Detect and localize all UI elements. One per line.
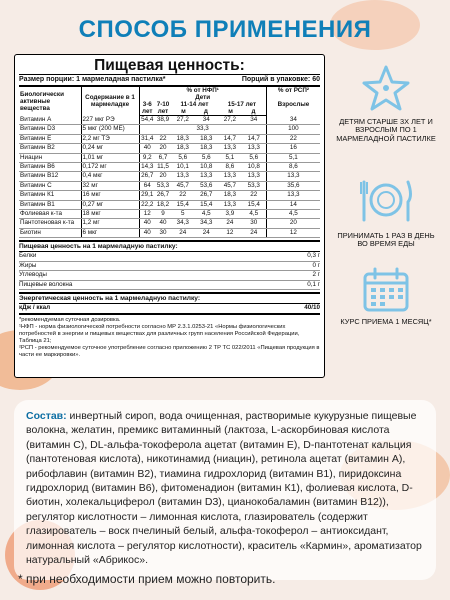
- row-name: Витамин D3: [19, 125, 81, 134]
- row-name: Биотин: [19, 228, 81, 237]
- row-content: 0,4 мкг: [81, 172, 139, 181]
- row-name: Витамин С: [19, 181, 81, 190]
- row-value: 24: [171, 228, 195, 237]
- row-value: 22: [266, 134, 320, 143]
- child-star-icon: [360, 64, 412, 114]
- row-value: 29,1: [139, 191, 155, 200]
- usage-item-course: [334, 266, 438, 326]
- macro-label: Белки: [19, 252, 37, 260]
- table-row: [19, 219, 320, 228]
- col-header-male: м: [228, 107, 233, 115]
- row-value: 18,3: [218, 191, 242, 200]
- row-name: Витамин В1: [19, 200, 81, 209]
- row-value: 13,3: [242, 144, 267, 153]
- row-value: 35,6: [266, 181, 320, 190]
- row-content: 1,2 мг: [81, 219, 139, 228]
- row-value: 12: [139, 210, 155, 219]
- row-value: 22: [155, 134, 171, 143]
- table-row: [19, 115, 320, 124]
- col-header-age: [218, 101, 266, 116]
- usage-item-course-text: КУРС ПРИЕМА 1 МЕСЯЦ*: [340, 317, 432, 326]
- usage-item-frequency-text: ПРИНИМАТЬ 1 РАЗ В ДЕНЬ ВО ВРЕМЯ ЕДЫ: [337, 231, 435, 249]
- serving-info: [19, 75, 320, 87]
- row-value: 12: [266, 228, 320, 237]
- table-row: [19, 162, 320, 171]
- usage-item-dosage: [334, 64, 438, 143]
- macro-label: Углеводы: [19, 271, 47, 279]
- row-name: Витамин В12: [19, 172, 81, 181]
- footnote-dosage: *рекомендуемая суточная дозировка.: [19, 316, 121, 323]
- calendar-icon: [361, 266, 411, 314]
- composition-card: [14, 400, 436, 580]
- energy-title: Энергетическая ценность на 1 мармеладную пастилку:: [19, 292, 320, 304]
- table-row: [19, 200, 320, 209]
- nutrition-heading: Пищевая ценность:: [19, 58, 320, 75]
- row-value: 100: [266, 125, 320, 134]
- row-name: Пантотеновая к-та: [19, 219, 81, 228]
- col-header-name: Биологически активные вещества: [19, 87, 81, 116]
- row-value: 27,2: [218, 115, 242, 124]
- row-name: Витамин Е: [19, 134, 81, 143]
- row-value: 13,3: [171, 172, 195, 181]
- row-value: 31,4: [139, 134, 155, 143]
- nutrition-table: [19, 87, 320, 238]
- table-row: [19, 191, 320, 200]
- row-value: 13,3: [195, 172, 219, 181]
- row-content: 6 мкг: [81, 228, 139, 237]
- macro-label: Пищевые волокна: [19, 280, 73, 288]
- row-value: 34: [195, 115, 219, 124]
- table-row: [19, 210, 320, 219]
- footnote-rsp: ²РСП - рекомендуемое суточное употребление согласно приложению 2 ТР ТС 022/2011 «Пищевая продукция в части ее маркировки».: [19, 344, 320, 358]
- row-value: 33,3: [139, 125, 266, 134]
- row-name: Витамин К1: [19, 191, 81, 200]
- page-title: СПОСОБ ПРИМЕНЕНИЯ: [78, 16, 372, 43]
- row-value: 5,6: [195, 153, 219, 162]
- row-value: 13,3: [266, 191, 320, 200]
- row-name: Фолиевая к-та: [19, 210, 81, 219]
- row-value: 18,3: [195, 134, 219, 143]
- row-name: Витамин В6: [19, 162, 81, 171]
- col-header-age-label: 15-17 лет: [227, 100, 257, 108]
- row-content: 227 мкг РЭ: [81, 115, 139, 124]
- row-value: 9,2: [139, 153, 155, 162]
- row-value: 22,2: [139, 200, 155, 209]
- row-value: 18,3: [195, 144, 219, 153]
- row-value: 20: [155, 172, 171, 181]
- repeat-note: * при необходимости прием можно повторить.: [18, 572, 276, 586]
- col-header-age: 3-6 лет: [139, 101, 155, 116]
- row-value: 38,9: [156, 115, 170, 123]
- macro-row: [19, 252, 320, 261]
- table-row: [19, 181, 320, 190]
- row-value: 26,7: [195, 191, 219, 200]
- col-header-content: Содержание в 1 мармеладке: [81, 87, 139, 116]
- row-content: 0,27 мг: [81, 200, 139, 209]
- col-header-female: д: [251, 107, 256, 115]
- row-value: 15,4: [171, 200, 195, 209]
- row-value: 15,4: [195, 200, 219, 209]
- row-value: 34,3: [171, 219, 195, 228]
- row-name: Витамин А: [19, 115, 81, 124]
- col-header-age: [171, 101, 218, 116]
- row-value: 27,2: [171, 115, 195, 124]
- usage-item-dosage-text: ДЕТЯМ СТАРШЕ 3Х ЛЕТ И ВЗРОСЛЫМ ПО 1 МАРМЕЛАДНОЙ ПАСТИЛКЕ: [336, 117, 436, 143]
- row-content: 5 мкг (200 МЕ): [81, 125, 139, 134]
- row-name: Витамин В2: [19, 144, 81, 153]
- col-header-male: м: [181, 107, 186, 115]
- usage-panel: [334, 54, 438, 339]
- table-row: [19, 144, 320, 153]
- row-value: 22: [171, 191, 195, 200]
- energy-row: [19, 304, 320, 314]
- table-row: [19, 134, 320, 143]
- row-content: 0,24 мг: [81, 144, 139, 153]
- row-value: 14,7: [242, 134, 267, 143]
- row-value: 53,3: [242, 181, 267, 190]
- row-value: 9: [155, 210, 171, 219]
- row-value: 8,6: [266, 162, 320, 171]
- row-value: 45,7: [171, 181, 195, 190]
- row-content: 0,172 мг: [81, 162, 139, 171]
- row-content: 32 мг: [81, 181, 139, 190]
- col-header-children: Дети: [195, 93, 211, 101]
- row-value: 40: [155, 219, 171, 228]
- row-value: 20: [266, 219, 320, 228]
- macro-value: 0,3 г: [307, 252, 320, 260]
- row-value: 34,3: [195, 219, 219, 228]
- row-value: 5: [171, 210, 195, 219]
- row-value: 24: [218, 219, 242, 228]
- row-value: 22: [242, 191, 267, 200]
- row-value: 40: [139, 144, 155, 153]
- row-value: 5,6: [171, 153, 195, 162]
- footnote-nfp: ¹НФП - норма физиологической потребности согласно МР 2.3.1.0253-21 «Нормы физиологических потребностей в энергии и пищевых веществах для различных групп населения Российской Федерации, Таблица 21;: [19, 323, 300, 344]
- row-value: 14: [266, 200, 320, 209]
- row-value: 18,2: [156, 200, 170, 208]
- row-value: 24: [242, 228, 267, 237]
- row-value: 20: [155, 144, 171, 153]
- servings-per-pack: Порций в упаковке: 60: [241, 76, 320, 84]
- row-value: 13,3: [218, 200, 242, 209]
- composition-label: Состав:: [26, 410, 67, 422]
- plate-cutlery-icon: [358, 172, 414, 228]
- serving-size: Размер порции: 1 мармеладная пастилка*: [19, 76, 166, 84]
- row-value: 18,3: [171, 144, 195, 153]
- macro-row: [19, 281, 320, 290]
- nutrition-card: [14, 54, 325, 378]
- row-value: 13,3: [218, 172, 242, 181]
- col-header-female: д: [203, 107, 208, 115]
- row-value: 8,6: [218, 162, 242, 171]
- row-value: 6,7: [155, 153, 171, 162]
- row-name: Ниацин: [19, 153, 81, 162]
- per-pastille-title: Пищевая ценность на 1 мармеладную пастилку:: [19, 240, 320, 252]
- table-row: [19, 172, 320, 181]
- row-value: 14,3: [139, 162, 155, 171]
- row-content: 2,2 мг ТЭ: [81, 134, 139, 143]
- row-value: 10,8: [195, 162, 219, 171]
- macro-row: [19, 271, 320, 280]
- row-content: 18 мкг: [81, 210, 139, 219]
- row-value: 24: [195, 228, 219, 237]
- row-value: 34: [266, 115, 320, 124]
- composition-text: инвертный сироп, вода очищенная, растворимые кукурузные пищевые волокна, желатин, премикс витаминный (лактоза, L-аскорбиновая кислота (витамин С), DL-альфа-токоферола ацетат (витамин Е), D-пантотенат кальция (пантотеновая кислота), никотинамид (ниацин), ретинола ацетат (витамин А), рибофлавин (витамин В2), тиамина гидрохлорид (витамин В1), пиридоксина гидрохлорид (витамин В6), фитоменадион (витамин К1), фолиевая кислота, D-биотин, холекальциферол (витамин D3), цианокобаламин (витамин В12)), регулятор кислотности – лимонная кислота, глазирователь (содержит глазирователь – воск пчелиный белый, альфа-токоферол – антиоксидант, лимонная кислота – регулятор кислотности), краситель «Кармин», ароматизатор натуральный «Абрикос».: [26, 410, 422, 567]
- row-value: 10,1: [171, 162, 195, 171]
- row-value: 4,5: [242, 210, 267, 219]
- row-value: 4,5: [195, 210, 219, 219]
- row-value: 13,3: [218, 144, 242, 153]
- row-value: 34: [242, 115, 267, 124]
- row-value: 26,7: [156, 191, 170, 199]
- table-row: [19, 125, 320, 134]
- row-value: 13,3: [242, 172, 267, 181]
- row-value: 40: [139, 219, 155, 228]
- macro-value: 2 г: [312, 271, 320, 279]
- row-value: 30: [155, 228, 171, 237]
- col-header-nfp: % от НФП¹: [186, 86, 219, 94]
- row-content: 1,01 мг: [81, 153, 139, 162]
- row-value: 11,5: [155, 162, 171, 171]
- energy-label: кДж / ккал: [19, 304, 51, 312]
- row-value: 14,7: [218, 134, 242, 143]
- row-value: 3,9: [218, 210, 242, 219]
- col-header-adults: Взрослые: [266, 94, 320, 116]
- row-value: 4,5: [266, 210, 320, 219]
- row-value: 18,3: [171, 134, 195, 143]
- row-value: 16: [266, 144, 320, 153]
- row-value: 26,7: [139, 172, 155, 181]
- energy-value: 40/10: [304, 304, 320, 312]
- col-header-age-label: 11-14 лет: [180, 100, 209, 108]
- row-value: 54,4: [139, 115, 155, 124]
- row-value: 12: [218, 228, 242, 237]
- macro-value: 0,1 г: [307, 280, 320, 288]
- row-value: 64: [139, 181, 155, 190]
- row-value: 40: [139, 228, 155, 237]
- row-value: 53,6: [195, 181, 219, 190]
- row-value: 15,4: [242, 200, 267, 209]
- row-value: 45,7: [218, 181, 242, 190]
- macro-value: 0 г: [312, 261, 320, 269]
- usage-item-frequency: [334, 172, 438, 249]
- macro-row: [19, 262, 320, 271]
- row-content: 16 мкг: [81, 191, 139, 200]
- table-row: [19, 153, 320, 162]
- row-value: 10,8: [242, 162, 267, 171]
- col-header-rsp: % от РСП²: [266, 87, 320, 94]
- row-value: 53,3: [156, 181, 170, 189]
- col-header-age: 7-10 лет: [156, 100, 170, 115]
- row-value: 5,1: [218, 153, 242, 162]
- row-value: 30: [242, 219, 267, 228]
- row-value: 13,3: [266, 172, 320, 181]
- table-row: [19, 228, 320, 237]
- macro-label: Жиры: [19, 261, 37, 269]
- row-value: 5,6: [242, 153, 267, 162]
- row-value: 5,1: [266, 153, 320, 162]
